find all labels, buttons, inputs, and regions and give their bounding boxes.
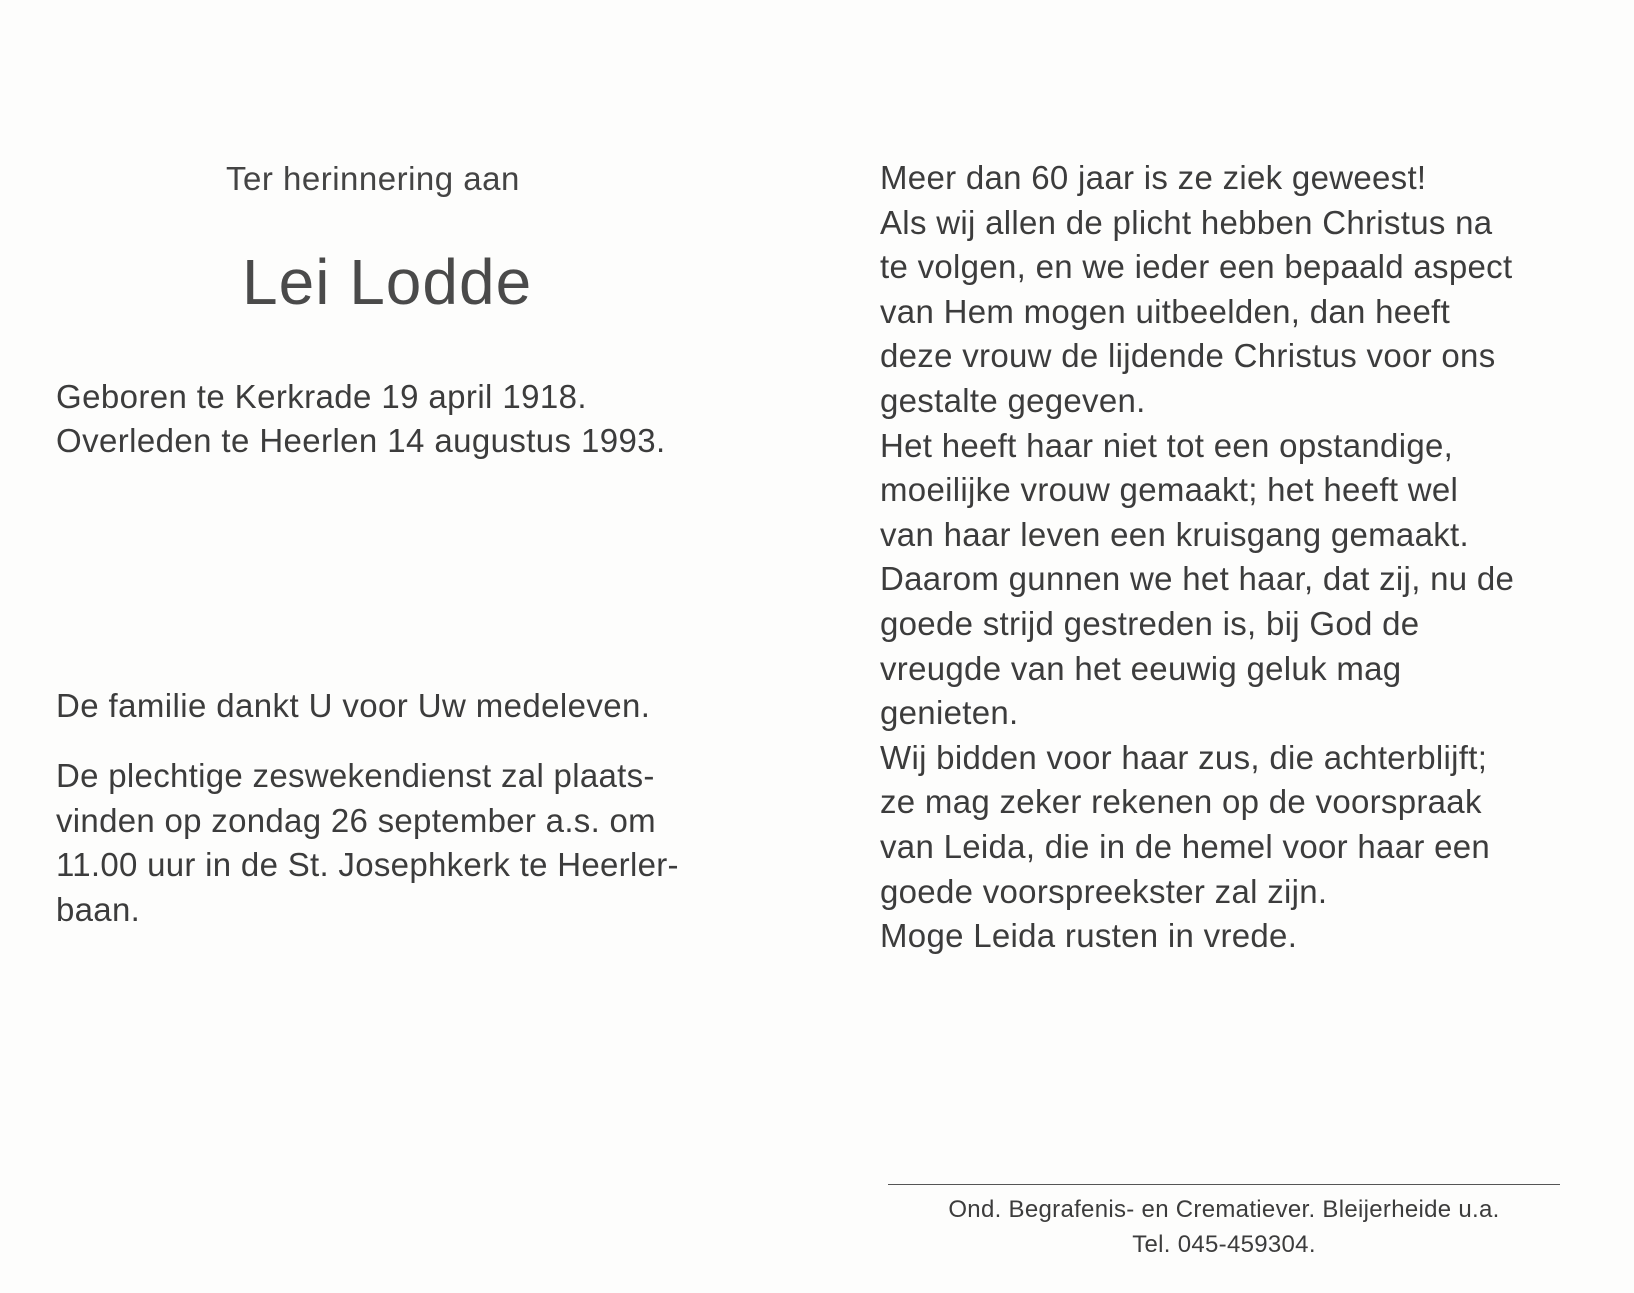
text-line: van Leida, die in de hemel voor haar een (880, 827, 1491, 865)
text-line: Meer dan 60 jaar is ze ziek geweest! (880, 159, 1427, 196)
undertaker-name: Ond. Begrafenis- en Crematiever. Bleijerheide u.a. (948, 1196, 1500, 1223)
text-line: goede strijd gestreden is, bij God de (880, 604, 1420, 642)
death-line: Overleden te Heerlen 14 augustus 1993. (56, 422, 666, 459)
text-line: Het heeft haar niet tot een opstandige, (880, 426, 1454, 464)
right-panel (880, 156, 1560, 959)
intro-text: Ter herinnering aan (226, 160, 520, 197)
deceased-name: Lei Lodde (242, 246, 533, 318)
footer-divider (888, 1184, 1560, 1185)
text-line: Als wij allen de plicht hebben Christus na (880, 203, 1493, 241)
service-line: 11.00 uur in de St. Josephkerk te Heerler- (56, 846, 679, 883)
undertaker-phone: Tel. 045-459304. (1132, 1231, 1316, 1258)
service-line: baan. (56, 890, 141, 928)
text-line: ze mag zeker rekenen op de voorspraak (880, 783, 1482, 821)
text-line: Daarom gunnen we het haar, dat zij, nu de (880, 560, 1515, 598)
life-dates (56, 375, 756, 463)
text-line: goede voorspreekster zal zijn. (880, 872, 1328, 910)
text-line: moeilijke vrouw gemaakt; het heeft wel (880, 471, 1459, 509)
text-line: vreugde van het eeuwig geluk mag (880, 649, 1402, 687)
text-line: genieten. (880, 694, 1019, 732)
family-thanks: De familie dankt U voor Uw medeleven. (56, 687, 651, 724)
service-notice (56, 754, 716, 932)
text-line: van haar leven een kruisgang gemaakt. (880, 515, 1469, 553)
text-line: gestalte gegeven. (880, 381, 1146, 419)
text-line: te volgen, en we ieder een bepaald aspect (880, 248, 1513, 286)
card-fold (816, 0, 817, 1293)
text-line: Wij bidden voor haar zus, die achterblijft; (880, 738, 1488, 776)
service-line: De plechtige zeswekendienst zal plaats- (56, 757, 655, 794)
service-line: vinden op zondag 26 september a.s. om (56, 801, 656, 839)
undertaker-footer (888, 1192, 1560, 1262)
text-line: Moge Leida rusten in vrede. (880, 917, 1298, 955)
text-line: van Hem mogen uitbeelden, dan heeft (880, 292, 1451, 330)
text-line: deze vrouw de lijdende Christus voor ons (880, 337, 1496, 375)
birth-line: Geboren te Kerkrade 19 april 1918. (56, 378, 587, 415)
